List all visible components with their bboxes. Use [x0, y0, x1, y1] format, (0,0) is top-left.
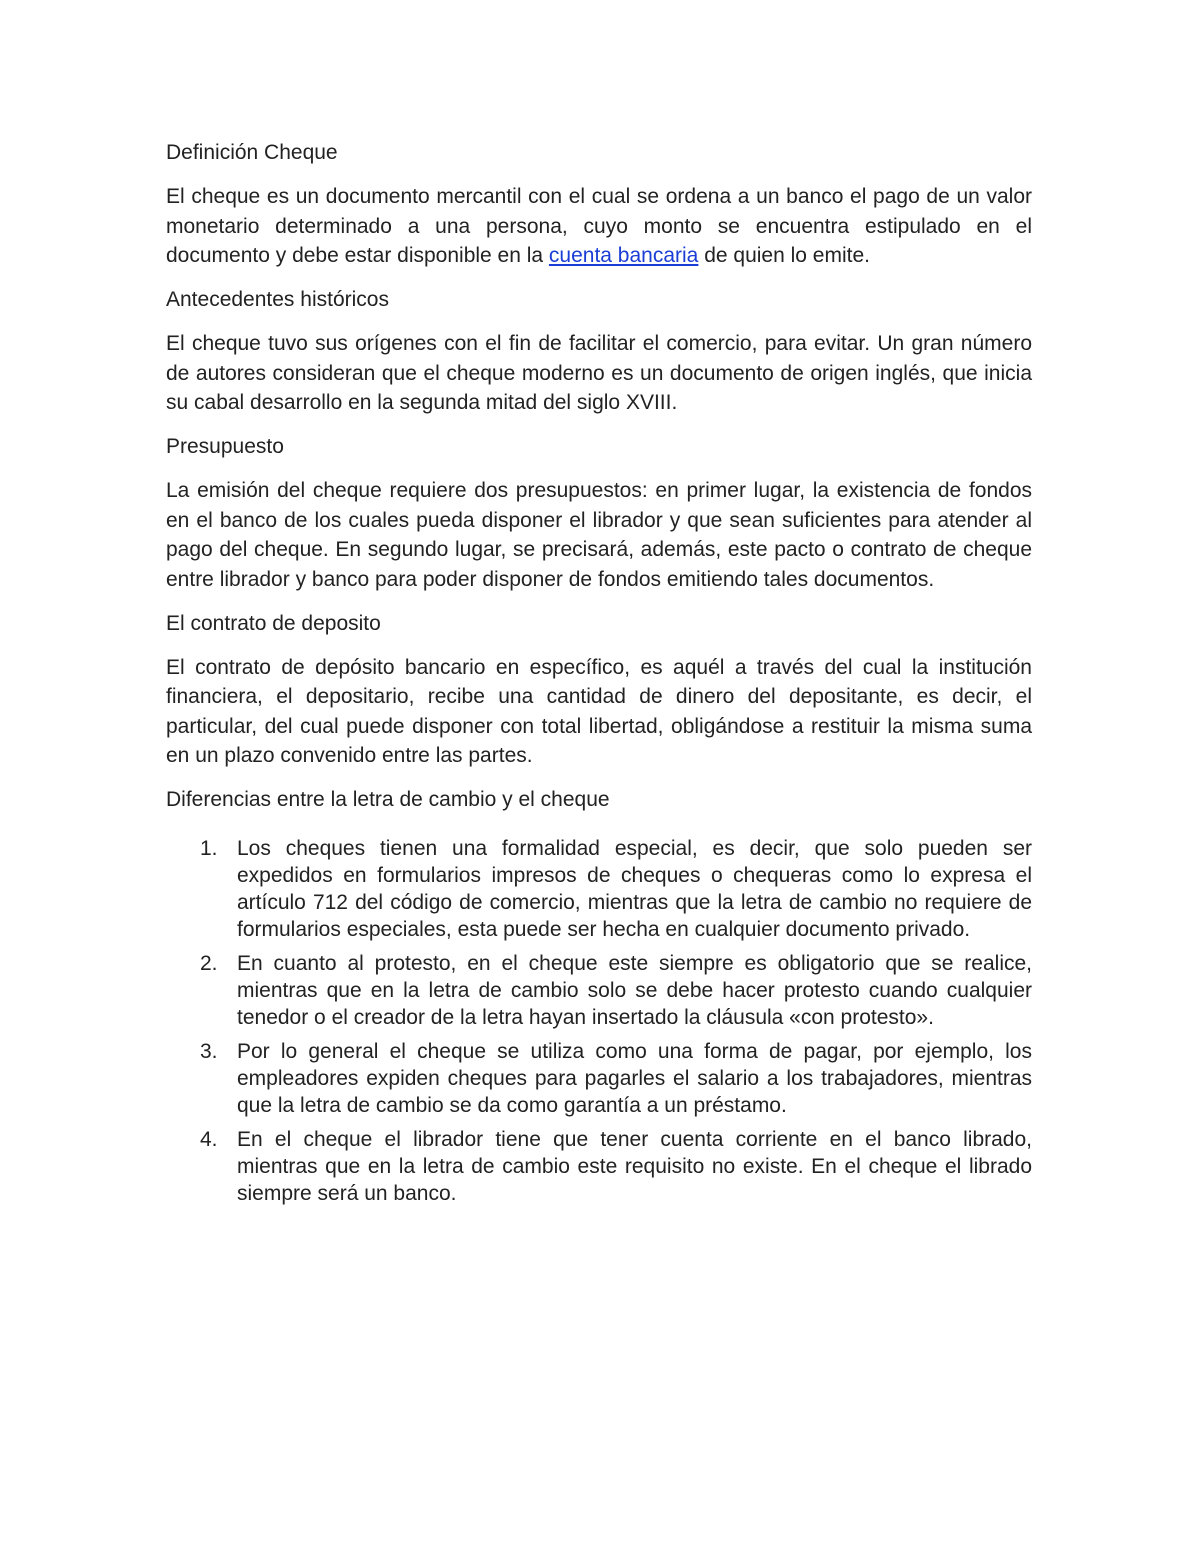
paragraph-presupuesto: La emisión del cheque requiere dos presupuestos: en primer lugar, la existencia de fondos en el banco de los cuales pueda disponer el librador y que sean suficientes para atender al pago del cheque. En segundo lugar, se precisará, además, este pacto o contrato de cheque entre librador y banco para poder disponer de fondos emitiendo tales documentos.: [166, 479, 1032, 591]
heading-definicion-cheque: Definición Cheque: [166, 141, 338, 164]
heading-presupuesto: Presupuesto: [166, 435, 284, 458]
list-item-number: 1.: [200, 836, 218, 860]
document-page: [166, 138, 1032, 1214]
list-item-number: 3.: [200, 1039, 218, 1063]
paragraph-definicion-text-start: El cheque es un documento mercantil con el cual se ordena a un banco el pago de un valor monetario determinado a una persona, cuyo monto se encuentra estipulado en el documento y debe estar disponible en la: [166, 185, 1032, 267]
paragraph-definicion: [166, 182, 1032, 271]
list-item-text: Por lo general el cheque se utiliza como una forma de pagar, por ejemplo, los empleadores expiden cheques para pagarles el salario a los trabajadores, mientras que la letra de cambio se da como garantía a un préstamo.: [237, 1039, 1032, 1117]
heading-diferencias: Diferencias entre la letra de cambio y el cheque: [166, 788, 610, 811]
link-cuenta-bancaria[interactable]: cuenta bancaria: [548, 244, 699, 267]
list-item: [166, 1038, 1032, 1119]
heading-contrato-deposito: El contrato de deposito: [166, 611, 381, 635]
differences-list: [166, 835, 1032, 1207]
list-item-text: En el cheque el librador tiene que tener cuenta corriente en el banco librado, mientras que en la letra de cambio este requisito no existe. En el cheque el librado siempre será un banco.: [237, 1127, 1032, 1205]
list-item-text: En cuanto al protesto, en el cheque este siempre es obligatorio que se realice, mientras que en la letra de cambio solo se debe hacer protesto cuando cualquier tenedor o el creador de la letra hayan insertado la cláusula «con protesto».: [237, 951, 1032, 1029]
paragraph-definicion-text-end: de quien lo emite.: [698, 244, 870, 267]
list-item-text: Los cheques tienen una formalidad especial, es decir, que solo pueden ser expedidos en formularios impresos de cheques o chequeras como lo expresa el artículo 712 del código de comercio, mientras que la letra de cambio no requiere de formularios especiales, esta puede ser hecha en cualquier documento privado.: [237, 836, 1032, 941]
list-item-number: 4.: [200, 1127, 218, 1151]
paragraph-antecedentes: El cheque tuvo sus orígenes con el fin de facilitar el comercio, para evitar. Un gran número de autores consideran que el cheque moderno es un documento de origen inglés, que inicia su cabal desarrollo en la segunda mitad del siglo XVIII.: [166, 332, 1032, 414]
heading-antecedentes: Antecedentes históricos: [166, 288, 389, 311]
list-item: [166, 1126, 1032, 1207]
list-item: [166, 950, 1032, 1031]
list-item-number: 2.: [200, 951, 218, 975]
paragraph-contrato-deposito: El contrato de depósito bancario en específico, es aquél a través del cual la institución financiera, el depositario, recibe una cantidad de dinero del depositante, es decir, el particular, del cual puede disponer con total libertad, obligándose a restituir la misma suma en un plazo convenido entre las partes.: [166, 655, 1032, 767]
list-item: [166, 835, 1032, 943]
